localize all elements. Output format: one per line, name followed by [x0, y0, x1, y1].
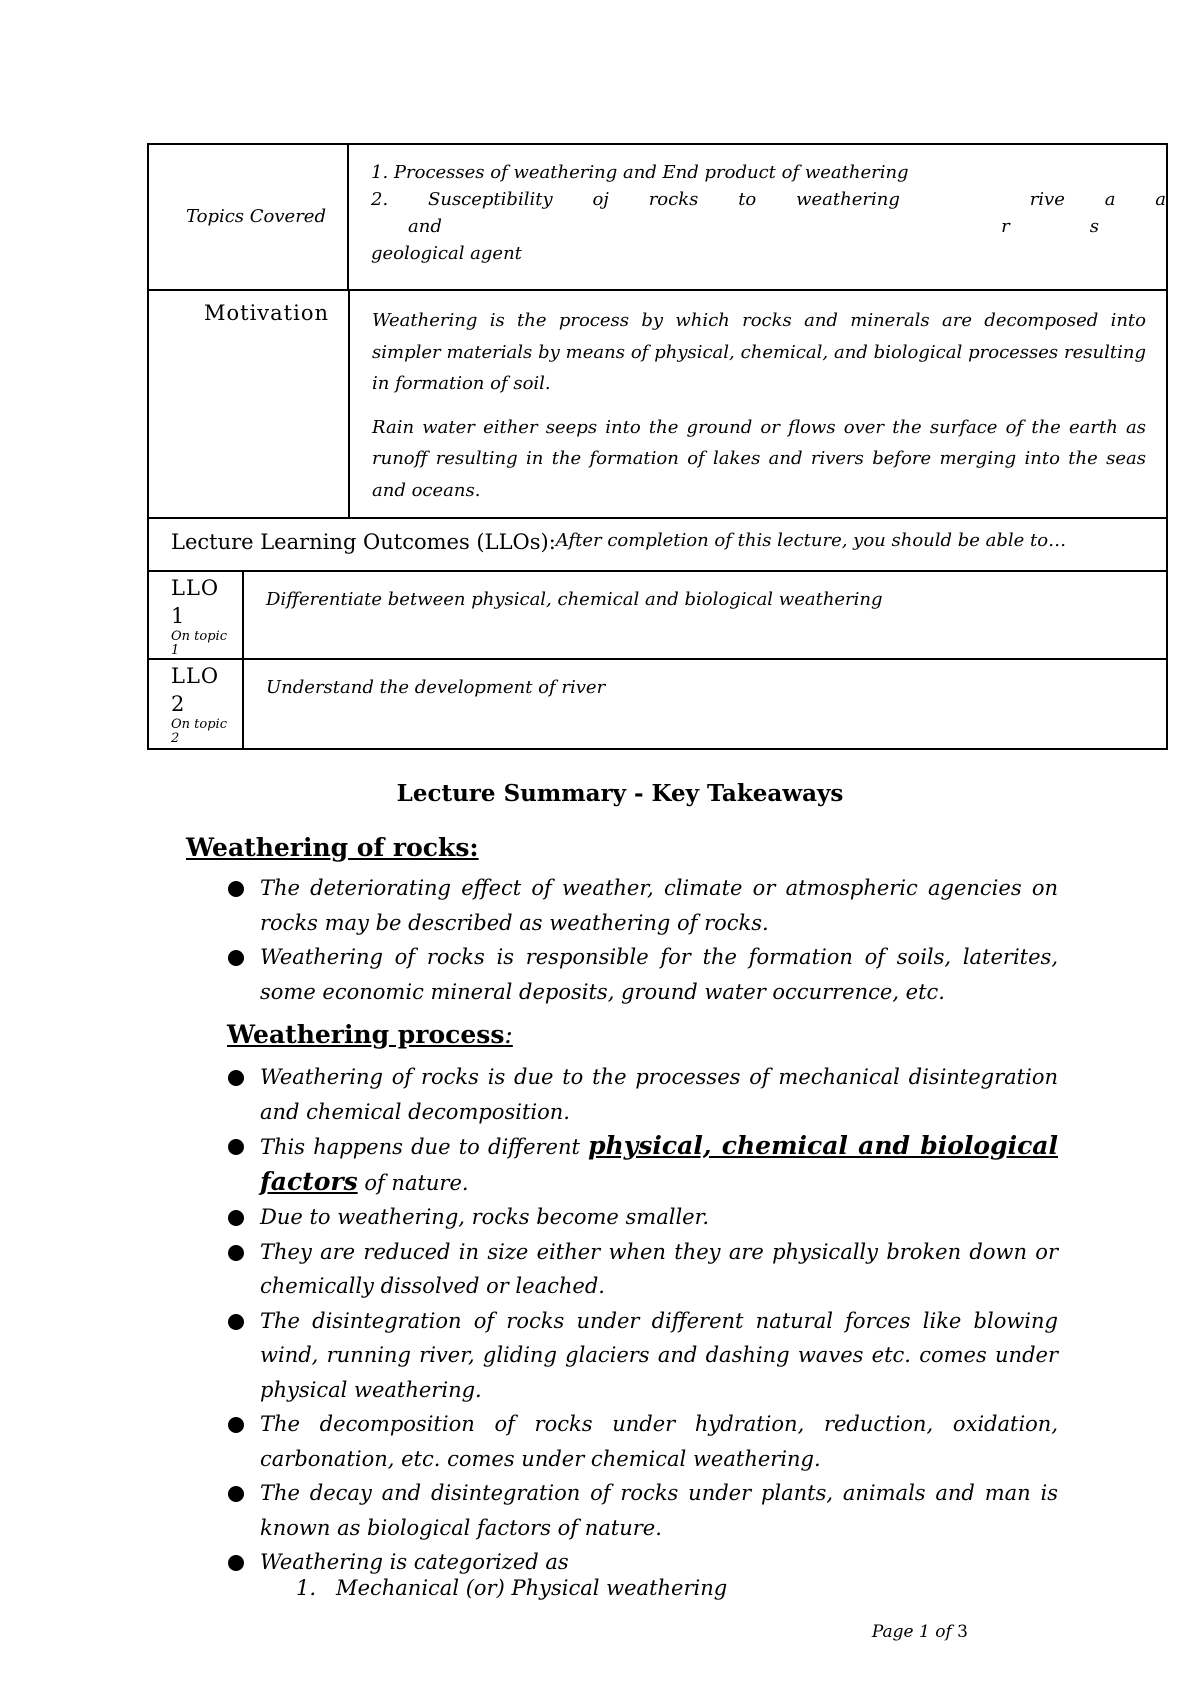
- motivation-paragraph-2: Rain water either seeps into the ground or flows over the surface of the earth as runoff resulting in the formation of lakes and rivers before merging into the seas and oceans.: [372, 416, 1146, 501]
- list-item: Weathering of rocks is due to the processes of mechanical disintegration and chemical decomposition.: [228, 1060, 1058, 1129]
- list-item: They are reduced in size either when they are physically broken down or chemically dissolved or leached.: [228, 1235, 1058, 1304]
- motivation-row: [149, 291, 1166, 519]
- list-item: The decomposition of rocks under hydration, reduction, oxidation, carbonation, etc. comes under chemical weathering.: [228, 1407, 1058, 1476]
- summary-title: Lecture Summary - Key Takeaways: [396, 780, 844, 807]
- weathering-of-rocks-list: [228, 871, 1058, 1009]
- list-item: The deteriorating effect of weather, climate or atmospheric agencies on rocks may be described as weathering of rocks.: [228, 871, 1058, 940]
- bullet-icon: [228, 881, 244, 897]
- llo-code: LLO 2: [171, 664, 220, 716]
- bullet-icon: [228, 1417, 244, 1433]
- llo-header-title: Lecture Learning Outcomes (LLOs):: [171, 530, 556, 554]
- section-heading-weathering-process: Weathering process:: [227, 1020, 513, 1049]
- bullet-icon: [228, 1070, 244, 1086]
- bullet-icon: [228, 950, 244, 966]
- topics-row: [149, 145, 1166, 291]
- page-number: Page 1 of 3: [871, 1622, 968, 1642]
- llo-code-cell: [149, 572, 244, 658]
- lecture-info-table: [147, 143, 1168, 750]
- motivation-content: [350, 291, 1166, 517]
- bullet-icon: [228, 1245, 244, 1261]
- list-item: Due to weathering, rocks become smaller.: [228, 1200, 1058, 1235]
- topic-item-2-end: geological agent: [371, 243, 522, 264]
- llo-header-row: [149, 519, 1166, 572]
- llo-code: LLO 1: [171, 576, 220, 628]
- bullet-icon: [228, 1139, 244, 1155]
- topic-item-2: 2. Susceptibility oj rocks to weathering rive a a: [371, 189, 1166, 210]
- bullet-icon: [228, 1486, 244, 1502]
- weathering-process-list: [228, 1060, 1058, 1580]
- list-item: This happens due to different physical, chemical and biological factors of nature.: [228, 1129, 1058, 1200]
- list-item: Weathering of rocks is responsible for the formation of soils, laterites, some economic mineral deposits, ground water occurrence, etc.: [228, 940, 1058, 1009]
- bullet-icon: [228, 1555, 244, 1571]
- numbered-item: 1. Mechanical (or) Physical weathering: [296, 1576, 728, 1600]
- llo-row: [149, 572, 1166, 660]
- motivation-paragraph-1: Weathering is the process by which rocks and minerals are decomposed into simpler materials by means of physical, chemical, and biological processes resulting in formation of soil.: [372, 310, 1146, 394]
- llo-header-subtitle: After completion of this lecture, you should be able to…: [555, 530, 1067, 551]
- topic-item-2-continued: and r s: [408, 216, 1099, 237]
- topics-content: [349, 145, 1166, 289]
- llo-text: Understand the development of river: [266, 677, 606, 698]
- motivation-label: Motivation: [149, 291, 350, 517]
- llo-text: Differentiate between physical, chemical and biological weathering: [266, 589, 883, 610]
- section-heading-weathering-of-rocks: Weathering of rocks:: [186, 833, 479, 862]
- llo-topic: On topic 1: [171, 629, 227, 658]
- llo-code-cell: [149, 660, 244, 748]
- list-item: The disintegration of rocks under different natural forces like blowing wind, running river, gliding glaciers and dashing waves etc. comes under physical weathering.: [228, 1304, 1058, 1408]
- bullet-icon: [228, 1210, 244, 1226]
- llo-topic: On topic 2: [171, 717, 227, 746]
- bullet-icon: [228, 1314, 244, 1330]
- topics-label: Topics Covered: [149, 145, 349, 289]
- list-item: Weathering is categorized as: [228, 1545, 1058, 1580]
- llo-row: [149, 660, 1166, 748]
- list-item: The decay and disintegration of rocks under plants, animals and man is known as biological factors of nature.: [228, 1476, 1058, 1545]
- topic-item-1: 1. Processes of weathering and End product of weathering: [371, 162, 909, 183]
